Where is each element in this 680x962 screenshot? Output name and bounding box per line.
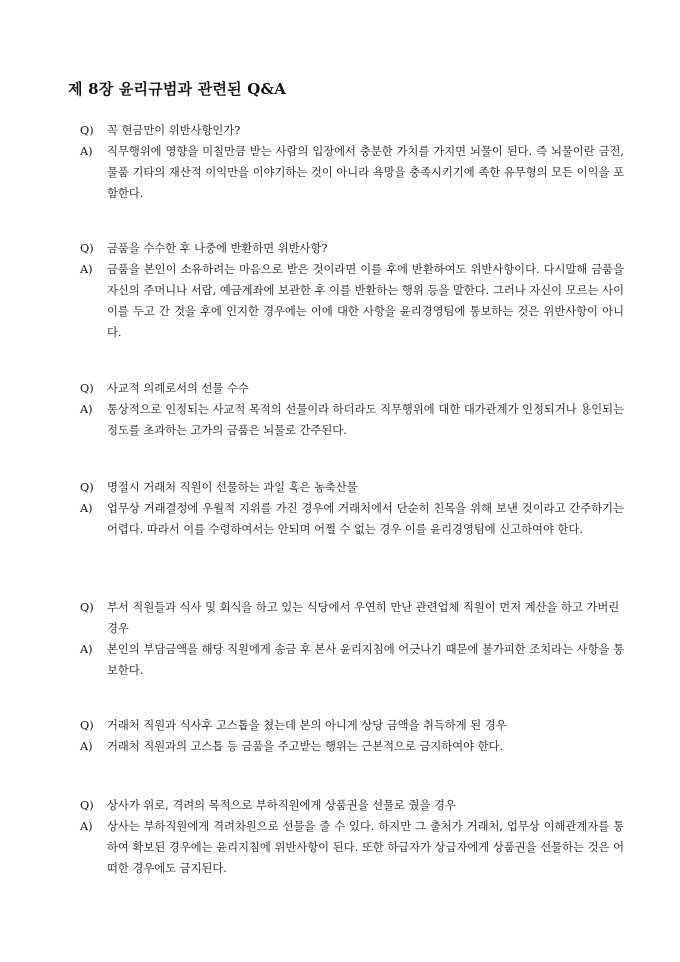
question-prefix: Q): [80, 481, 94, 494]
question-text: 부서 직원들과 식사 및 회식을 하고 있는 식당에서 우연히 만난 관련업체 직원이 먼저 계산을 하고 가버린 경우: [107, 601, 620, 635]
question-1: [80, 120, 624, 141]
answer-6: [80, 736, 624, 757]
qa-item-2: [80, 238, 624, 343]
qa-item-1: [80, 120, 624, 204]
answer-text: 직무행위에 영향을 미칠만큼 받는 사람의 입장에서 충분한 가치를 가지면 뇌물이 된다. 즉 뇌물이란 금전, 물품 기타의 재산적 이익만을 이야기하는 것이 아니라 욕망을 충족시키기에 족한 유무형의 모든 이익을 포함한다.: [107, 145, 624, 200]
qa-item-3: [80, 378, 624, 441]
answer-prefix: A): [80, 740, 93, 753]
question-text: 거래처 직원과 식사후 고스톱을 쳤는데 본의 아니게 상당 금액을 취득하게 된 경우: [107, 719, 507, 732]
answer-text: 거래처 직원과의 고스톱 등 금품을 주고받는 행위는 근본적으로 금지하여야 한다.: [107, 740, 504, 753]
answer-prefix: A): [80, 820, 93, 833]
question-prefix: Q): [80, 799, 94, 812]
answer-prefix: A): [80, 263, 93, 276]
question-prefix: Q): [80, 601, 94, 614]
question-7: [80, 795, 624, 816]
chapter-title: 제 8장 윤리규범과 관련된 Q&A: [68, 80, 287, 98]
answer-prefix: A): [80, 502, 93, 515]
answer-1: [80, 141, 624, 204]
answer-text: 본인의 부담금액을 해당 직원에게 송금 후 본사 윤리지침에 어긋나기 때문에 불가피한 조치라는 사항을 통보한다.: [107, 643, 624, 677]
answer-4: [80, 498, 624, 540]
question-text: 금품을 수수한 후 나중에 반환하면 위반사항?: [107, 242, 328, 255]
question-text: 명절시 거래처 직원이 선물하는 과일 혹은 농축산물: [107, 481, 358, 494]
question-text: 상사가 위로, 격려의 목적으로 부하직원에게 상품권을 선물로 줬을 경우: [107, 799, 456, 812]
question-6: [80, 715, 624, 736]
question-2: [80, 238, 624, 259]
question-5: [80, 597, 624, 639]
answer-3: [80, 399, 624, 441]
qa-item-6: [80, 715, 624, 757]
qa-item-7: [80, 795, 624, 879]
answer-prefix: A): [80, 403, 93, 416]
question-prefix: Q): [80, 719, 94, 732]
question-prefix: Q): [80, 382, 94, 395]
answer-prefix: A): [80, 643, 93, 656]
question-text: 꼭 현금만이 위반사항인가?: [107, 124, 241, 137]
answer-5: [80, 639, 624, 681]
qa-item-5: [80, 597, 624, 681]
answer-text: 금품을 본인이 소유하려는 마음으로 받은 것이라면 이를 후에 반환하여도 위반사항이다. 다시말해 금품을 자신의 주머니나 서랍, 예금계좌에 보관한 후 이를 반환하는 행위 등을 말한다. 그러나 자신이 모르는 사이 이를 두고 간 것을 후에 인지한 경우에는 이에 대한 사항을 윤리경영팀에 통보하는 것은 위반사항이 아니다.: [107, 263, 624, 339]
answer-text: 업무상 거래결정에 우월적 지위를 가진 경우에 거래처에서 단순히 친목을 위해 보낸 것이라고 간주하기는 어렵다. 따라서 이를 수령하여서는 안되며 어쩔 수 없는 경우 이를 윤리경영팀에 신고하여야 한다.: [107, 502, 624, 536]
answer-prefix: A): [80, 145, 93, 158]
answer-2: [80, 259, 624, 343]
question-prefix: Q): [80, 124, 94, 137]
answer-7: [80, 816, 624, 879]
question-4: [80, 477, 624, 498]
question-3: [80, 378, 624, 399]
question-prefix: Q): [80, 242, 94, 255]
answer-text: 상사는 부하직원에게 격려차원으로 선물을 줄 수 있다. 하지만 그 출처가 거래처, 업무상 이해관계자를 통하여 확보된 경우에는 윤리지침에 위반사항이 된다. 또한 하급자가 상급자에게 상품권을 선물하는 것은 어떠한 경우에도 금지된다.: [107, 820, 624, 875]
question-text: 사교적 의례로서의 선물 수수: [107, 382, 249, 395]
qa-item-4: [80, 477, 624, 540]
answer-text: 통상적으로 인정되는 사교적 목적의 선물이라 하더라도 직무행위에 대한 대가관계가 인정되거나 용인되는 정도를 초과하는 고가의 금품은 뇌물로 간주된다.: [107, 403, 624, 437]
